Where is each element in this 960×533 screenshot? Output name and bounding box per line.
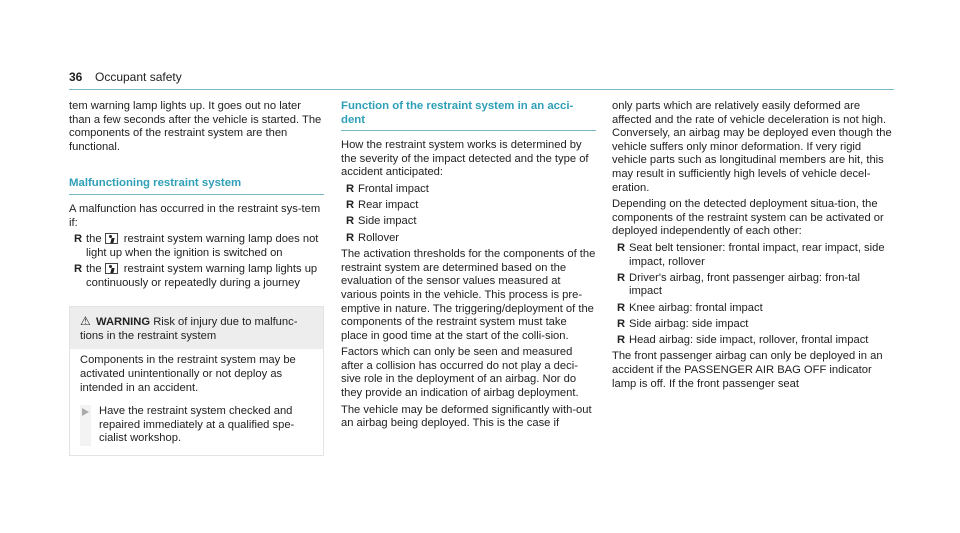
- bullet-glyph: R: [74, 233, 83, 246]
- restraint-system-indicator-icon: [105, 263, 118, 274]
- list-item: R Driver's airbag, front passenger airbag: fron-tal impact: [617, 271, 860, 298]
- bullet-glyph: R: [617, 271, 626, 284]
- activation-paragraph: The activation thresholds for the components of the restraint system are determined based on the evaluation of the sensor values measured at various points in the vehicle. This process is pre-emptive in nature. The triggering/deployment of the components of the restraint system must take place in good time at the start of the colli-sion.: [341, 248, 596, 342]
- warning-body: [70, 349, 323, 455]
- bullet-glyph: R: [74, 262, 83, 275]
- restraint-system-indicator-icon: [105, 233, 118, 244]
- list-item: R Knee airbag: frontal impact: [617, 301, 763, 314]
- warning-label: WARNING: [96, 316, 151, 329]
- deceleration-paragraph: only parts which are relatively easily deformed are affected and the rate of vehicle deceleration is not high. Conversely, an airbag may be deployed even though the vehicle suffers only minor deformation. If very rigid vehicle parts such as longitudinal members are hit, this may result in sufficiently high levels of vehicle decel-eration.: [612, 100, 892, 194]
- bullet-glyph: R: [346, 182, 355, 195]
- page-header: [69, 71, 894, 91]
- bullet-glyph: R: [617, 317, 626, 330]
- heading-divider: [69, 194, 324, 195]
- function-lead: How the restraint system works is determined by the severity of the impact detected and the type of accident anticipated:: [341, 139, 589, 179]
- passenger-airbag-paragraph: The front passenger airbag can only be deployed in an accident if the PASSENGER AIR BAG OFF indicator lamp is off. If the front passenger seat: [612, 350, 883, 390]
- bullet-glyph: R: [346, 199, 355, 212]
- list-item: R the restraint system warning lamp does not light up when the ignition is switched on: [74, 233, 319, 259]
- malfunction-lead: A malfunction has occurred in the restraint sys-tem if:: [69, 202, 321, 229]
- list-item: R the restraint system warning lamp lights up continuously or repeatedly during a journey: [74, 262, 318, 289]
- warning-box: [69, 306, 324, 456]
- bullet-glyph: R: [346, 215, 355, 228]
- bullet-glyph: R: [617, 333, 626, 346]
- action-step: [80, 405, 313, 446]
- list-item: R Rear impact: [346, 199, 419, 212]
- list-item: R Side airbag: side impact: [617, 317, 749, 330]
- warning-description: Components in the restraint system may be activated unintentionally or not deploy as intended in an accident.: [80, 354, 296, 394]
- malfunction-list: [69, 233, 324, 290]
- deployment-paragraph: Depending on the detected deployment situa-tion, the components of the restraint system can be activated or deployed independently of each other:: [612, 198, 884, 238]
- deployment-list: [612, 242, 894, 348]
- section-title: Occupant safety: [95, 70, 182, 84]
- column-2: [341, 100, 596, 434]
- column-3: [612, 100, 894, 394]
- list-item: R Rollover: [346, 231, 400, 244]
- list-item: R Side impact: [346, 215, 417, 228]
- list-item: R Frontal impact: [346, 182, 429, 195]
- list-item: R Head airbag: side impact, rollover, frontal impact: [617, 333, 869, 346]
- intro-paragraph: tem warning lamp lights up. It goes out no later than a few seconds after the vehicle is started. The components of the restraint system are then functional.: [69, 100, 322, 153]
- action-text: Have the restraint system checked and repaired immediately at a qualified spe-cialist workshop.: [99, 405, 295, 445]
- column-1: [69, 100, 324, 456]
- bullet-glyph: R: [346, 231, 355, 244]
- header-divider: [69, 89, 894, 90]
- malfunction-heading: Malfunctioning restraint system: [69, 177, 242, 190]
- heading-divider: [341, 130, 596, 131]
- deformation-paragraph: The vehicle may be deformed significantly with-out an airbag being deployed. This is the case if: [341, 403, 592, 430]
- page-number: 36: [69, 70, 83, 84]
- action-arrow-icon: [82, 408, 89, 416]
- warning-header: [70, 307, 323, 349]
- accident-type-list: [341, 183, 596, 245]
- bullet-glyph: R: [617, 301, 626, 314]
- warning-title-text: Risk of injury due to malfunc-tions in the restraint system: [80, 316, 298, 342]
- warning-triangle-icon: ⚠: [80, 314, 91, 329]
- factors-paragraph: Factors which can only be seen and measured after a collision has occurred do not play a deci-sive role in the deployment of an airbag. Nor do they provide an indication of airbag deployment.: [341, 346, 579, 400]
- bullet-glyph: R: [617, 241, 626, 254]
- function-heading: Function of the restraint system in an acci-dent: [341, 100, 574, 126]
- list-item: R Seat belt tensioner: frontal impact, rear impact, side impact, rollover: [617, 241, 885, 268]
